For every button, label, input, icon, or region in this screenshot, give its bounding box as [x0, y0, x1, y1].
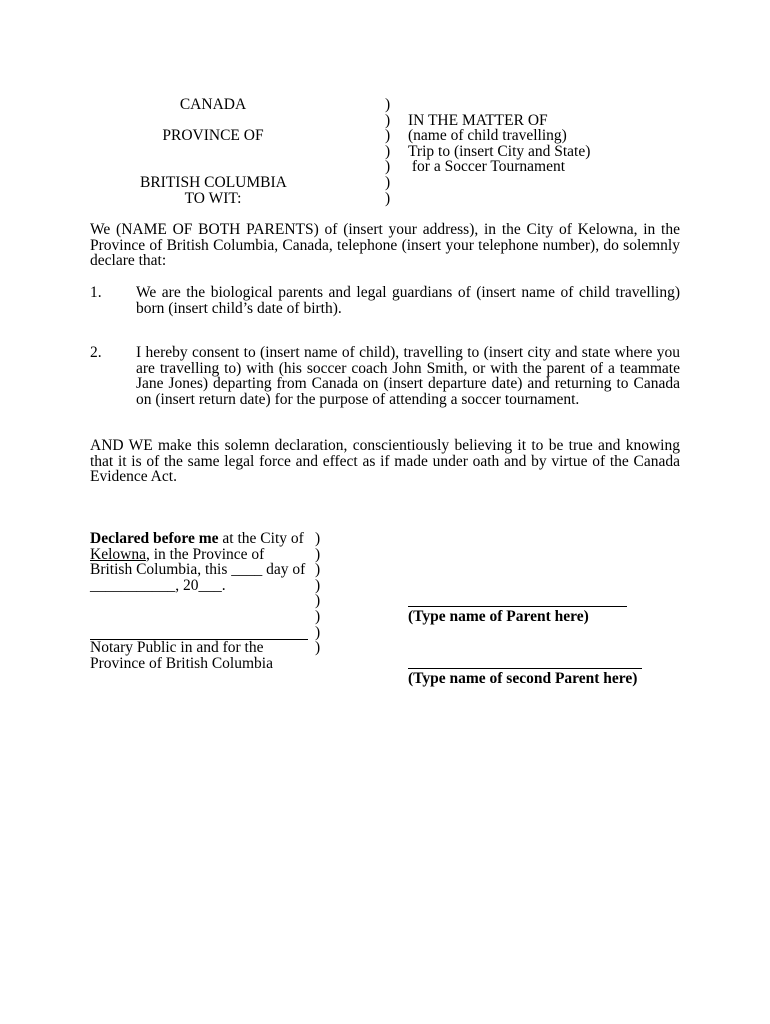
paren: ) — [385, 111, 391, 129]
paren: ) — [385, 158, 391, 176]
notary-province: Province of British Columbia — [90, 654, 273, 672]
paren: ) — [315, 530, 321, 547]
child-name: (name of child travelling) — [408, 127, 567, 145]
paren: ) — [385, 142, 391, 160]
second-parent-signature-line — [408, 668, 642, 669]
jurisdiction-province: BRITISH COLUMBIA — [140, 173, 287, 191]
notary-title: Notary Public in and for the — [90, 639, 264, 657]
paren: ) — [315, 576, 321, 594]
closing-paragraph: AND WE make this solemn declaration, conscientiously believing it to be true and knowing that it is of the same legal force and effect as if made under oath and by virtue of the Canada Evidence Act. — [90, 437, 680, 486]
item-text-1: We are the biological parents and legal guardians of (insert name of child travelling) born (insert child’s date of birth). — [136, 284, 680, 317]
notary-signature-line — [90, 639, 308, 640]
declared-date-line: British Columbia, this ____ day of — [90, 561, 306, 579]
header-left — [140, 97, 286, 206]
jurisdiction-province-label: PROVINCE OF — [162, 127, 264, 145]
paren: ) — [315, 561, 321, 579]
item-number-1: 1. — [90, 284, 102, 301]
paren: ) — [315, 623, 321, 641]
paren: ) — [385, 96, 391, 113]
declared-paren-column — [315, 531, 320, 656]
paren: ) — [315, 592, 321, 610]
to-wit: TO WIT: — [184, 189, 242, 207]
paren: ) — [315, 607, 321, 625]
second-parent-name-label: (Type name of second Parent here) — [408, 670, 638, 687]
declared-text: at the City of — [218, 530, 304, 547]
declared-bold: Declared before me — [90, 530, 219, 547]
declared-block — [90, 531, 305, 671]
intro-paragraph: We (NAME OF BOTH PARENTS) of (insert your address), in the City of Kelowna, in the Province of British Columbia, Canada, telephone (insert your telephone number), do solemnly declare that: — [90, 221, 680, 270]
parent-name-label: (Type name of Parent here) — [408, 608, 589, 625]
trip-purpose: for a Soccer Tournament — [408, 158, 566, 176]
paren: ) — [315, 545, 321, 563]
city-name: Kelowna — [90, 545, 146, 563]
paren: ) — [315, 639, 321, 657]
paren: ) — [385, 173, 391, 191]
parent-signature-line — [408, 606, 627, 607]
item-number-2: 2. — [90, 344, 102, 361]
declared-text: , in the Province of — [145, 545, 265, 563]
item-text-2: I hereby consent to (insert name of child), travelling to (insert city and state where you are travelling to) with (his soccer coach John Smith, or with the parent of a teammate Jane Jones) departing from Canada on (insert departure date) and returning to Canada on (insert return date) for the purpose of attending a soccer tournament. — [136, 344, 680, 408]
declared-year-line: ___________, 20___. — [90, 576, 226, 594]
jurisdiction-country: CANADA — [179, 96, 247, 113]
trip-destination: Trip to (insert City and State) — [408, 142, 591, 160]
paren: ) — [385, 127, 391, 145]
in-the-matter-of: IN THE MATTER OF — [408, 111, 548, 129]
header-paren-column — [385, 97, 390, 206]
paren: ) — [385, 189, 391, 207]
header-right — [408, 113, 590, 175]
